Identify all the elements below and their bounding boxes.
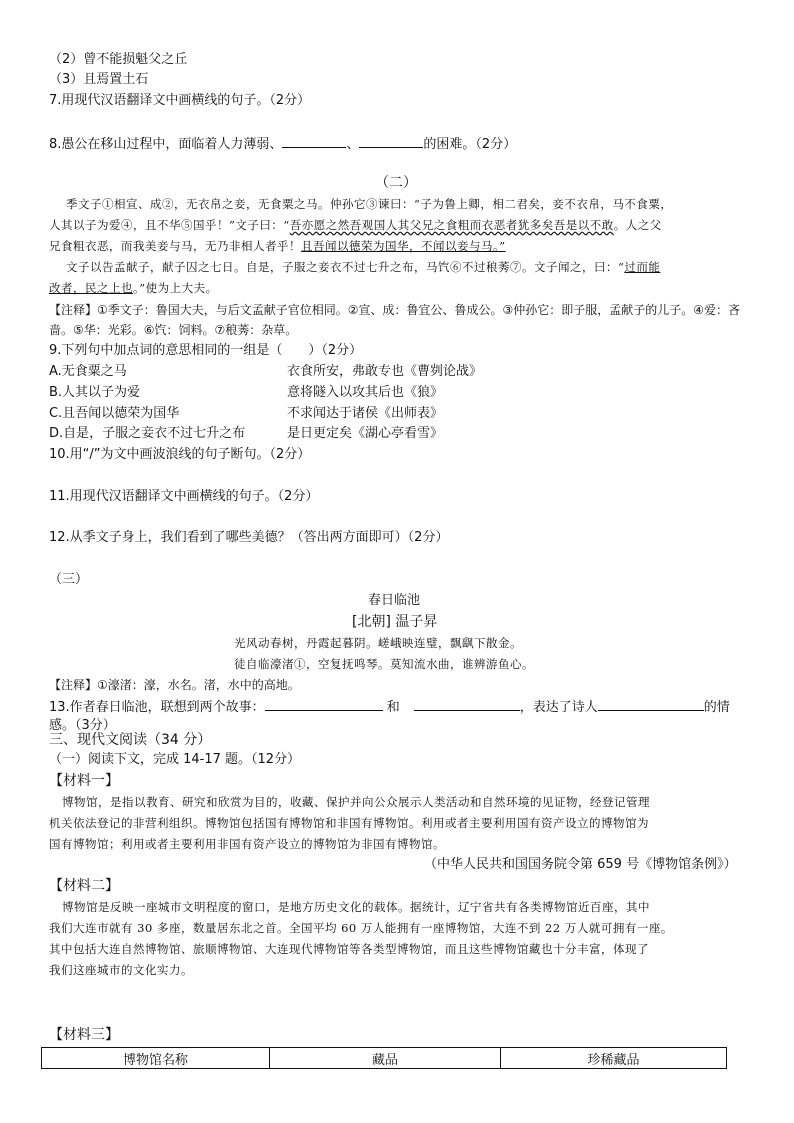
passage-2-line-2 [49, 216, 662, 234]
passage-2-line-2c: 。人之父 [613, 218, 662, 232]
underlined-sentence-1: 且吾闻以德荣为国华，不闻以妾与马。” [301, 239, 506, 253]
q8-question [49, 134, 516, 154]
q13-blank-1[interactable] [265, 697, 383, 711]
q9-option-d-left[interactable]: D.自是，子服之妾衣不过七升之布 [49, 426, 246, 441]
q6-item-3: （3）且焉置土石 [49, 72, 149, 87]
q8-sep: 、 [346, 137, 360, 152]
poem-note: 【注释】①濠渚：濠，水名。渚，水中的高地。 [49, 678, 300, 692]
material-2-label: 【材料二】 [49, 878, 119, 894]
material-2-line-3: 其中包括大连自然博物馆、旅顺博物馆、大连现代博物馆等各类型博物馆，而且这些博物馆藏也十分丰富，体现了 [49, 942, 649, 956]
q8-blank-2[interactable] [359, 134, 423, 148]
poem-line-1: 光风动春树，丹霞起暮阴。嵯峨映连璧，飘飖下散金。 [234, 636, 522, 650]
q9-option-b-right: 意将隧入以攻其后也《狼》 [287, 385, 444, 400]
passage-2-line-4 [66, 258, 660, 276]
q13-pre: 13.作者春日临池，联想到两个故事： [49, 700, 265, 715]
section-modern-reading-sub: （一）阅读下文，完成 14-17 题。（12分） [49, 752, 301, 767]
underlined-sentence-2b: 改者，民之上也 [49, 281, 133, 295]
q10-question: 10.用“/”为文中画波浪线的句子断句。（2分） [49, 447, 311, 462]
q9-option-c-left[interactable]: C.且吾闻以德荣为国华 [49, 406, 180, 421]
q9-option-d-right: 是日更定矣《湖心亭看雪》 [287, 426, 444, 441]
section-modern-reading-heading: 三、现代文阅读（34 分） [49, 732, 212, 748]
q9-option-b-left[interactable]: B.人其以子为爱 [49, 385, 141, 400]
section-2-heading: （二） [375, 175, 417, 191]
q11-question: 11.用现代汉语翻译文中画横线的句子。（2分） [49, 489, 319, 504]
q9-option-a-left[interactable]: A.无食粟之马 [49, 364, 127, 379]
q8-pre: 8.愚公在移山过程中，面临着人力薄弱、 [49, 137, 283, 152]
material-2-line-2: 我们大连市就有 30 多座，数量居东北之首。全国平均 60 万人能拥有一座博物馆，大连不到 22 万人就可拥有一座。 [49, 921, 673, 935]
poem-title: 春日临池 [368, 593, 421, 608]
q13-and: 和 [386, 700, 400, 715]
table-header-name: 博物馆名称 [42, 1048, 270, 1069]
passage-2-line-2a: 人其以子为爱④，且不华⑤国乎！”文子曰：“ [49, 218, 290, 232]
material-2-line-1: 博物馆是反映一座城市文明程度的窗口，是地方历史文化的载体。据统计，辽宁省共有各类博物馆近百座，其中 [62, 900, 650, 914]
q13-line-2: 感。（3分） [49, 718, 116, 733]
q13-question [49, 697, 730, 717]
q9-option-a-right: 衣食所安，弗敢专也《曹刿论战》 [287, 364, 483, 379]
material-3-label: 【材料三】 [49, 1027, 119, 1043]
material-1-line-2: 机关依法登记的非营利组织。博物馆包括国有博物馆和非国有博物馆。利用或者主要利用国有资产设立的博物馆为 [49, 816, 649, 830]
q6-item-2: （2）曾不能损魁父之丘 [49, 52, 188, 67]
q13-blank-3[interactable] [598, 697, 704, 711]
material-1-line-3: 国有博物馆；利用或者主要利用非国有资产设立的博物馆为非国有博物馆。 [49, 837, 445, 851]
table-header-rare-collection: 珍稀藏品 [501, 1048, 727, 1069]
passage-2-line-3 [49, 237, 506, 255]
table-header-collection: 藏品 [270, 1048, 501, 1069]
passage-2-note-line-2: 啬。⑤华：光彩。⑥饩：饲料。⑦稂莠：杂草。 [49, 323, 298, 337]
table-header-row [42, 1048, 727, 1069]
passage-2-line-1: 季文子①相宣、成②，无衣帛之妾，无食粟之马。仲孙它③谏曰：“子为鲁上卿，相二君矣，妾不衣帛，马不食粟， [66, 197, 673, 211]
material-1-line-1: 博物馆，是指以教育、研究和欣赏为目的，收藏、保护并向公众展示人类活动和自然环境的见证物，经登记管理 [62, 795, 650, 809]
wavy-sentence: 吾亦愿之然吾观国人其父兄之食粗而衣恶者犹多矣吾是以不敢 [289, 218, 614, 232]
museum-table [41, 1047, 727, 1069]
poem-author: [北朝] 温子昇 [352, 614, 438, 630]
q9-question: 9.下列句中加点词的意思相同的一组是（ ）（2分） [49, 343, 363, 358]
q12-question: 12.从季文子身上，我们看到了哪些美德？（答出两方面即可）（2分） [49, 530, 449, 545]
poem-line-2: 徒自临濠渚①，空复抚鸣琴。莫知流水曲，谁辨游鱼心。 [234, 657, 534, 671]
underlined-sentence-2a: 过而能 [624, 260, 661, 274]
q13-blank-2[interactable] [414, 697, 520, 711]
q13-mid: ，表达了诗人 [519, 700, 598, 715]
q13-post: 的情 [703, 700, 730, 715]
q9-option-c-right: 不求闻达于诸侯《出师表》 [287, 406, 444, 421]
q8-post: 的困难。（2分） [423, 137, 517, 152]
material-1-label: 【材料一】 [49, 773, 119, 789]
passage-2-line-5b: 。”使为上大夫。 [133, 281, 218, 295]
passage-2-line-3a: 兄食粗衣恶，而我美妾与马，无乃非相人者乎！ [49, 239, 301, 253]
material-1-source: （中华人民共和国国务院令第 659 号《博物馆条例》） [424, 857, 737, 872]
material-2-line-4: 我们这座城市的文化实力。 [49, 963, 193, 977]
passage-2-line-5 [49, 279, 218, 297]
q8-blank-1[interactable] [282, 134, 346, 148]
passage-2-note-line-1: 【注释】①季文子：鲁国大夫，与后文孟献子官位相同。②宣、成：鲁宜公、鲁成公。③仲孙它：即子服，孟献子的儿子。④爱：吝 [49, 303, 741, 317]
q7-question: 7.用现代汉语翻译文中画横线的句子。（2分） [49, 93, 311, 108]
passage-2-line-4a: 文子以告孟献子，献子囚之七日。自是，子服之妾衣不过七升之布，马饩⑥不过稂莠⑦。文子闻之，曰：“ [66, 260, 625, 274]
section-3-heading: （三） [49, 572, 89, 587]
